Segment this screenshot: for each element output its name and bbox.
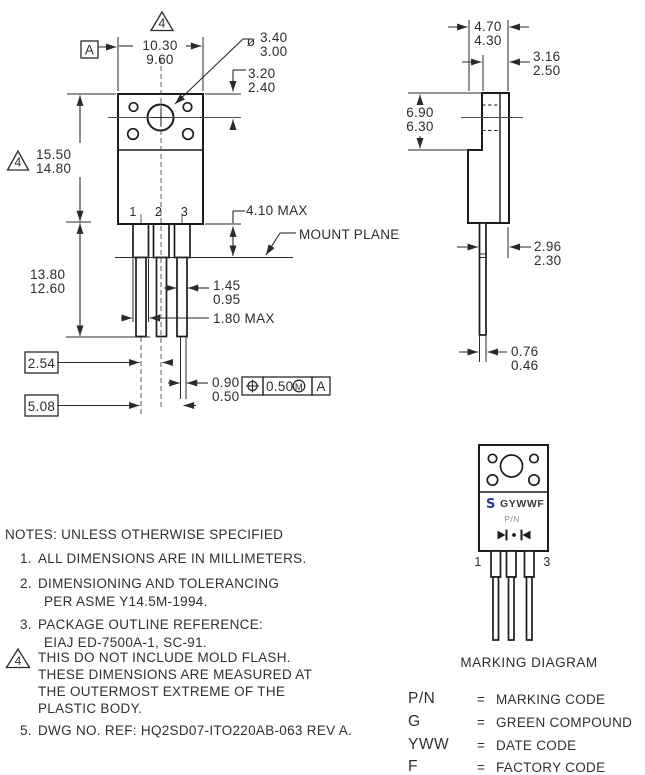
datum-a-label: A [84, 42, 95, 58]
overall-depth-max: 4.70 [474, 19, 502, 34]
note-2-num: 2. [20, 576, 32, 591]
pin-3-label: 3 [180, 205, 189, 219]
body-depth-max: 2.96 [534, 239, 562, 254]
top-depth-min: 2.50 [533, 63, 561, 78]
note-4-text-2: THESE DIMENSIONS ARE MEASURED AT [38, 667, 313, 682]
span-value: 5.08 [27, 399, 56, 414]
body-depth-min: 2.30 [534, 253, 562, 268]
body-height-min: 14.80 [36, 161, 72, 176]
hole-dia-min: 3.00 [260, 44, 288, 59]
side-lead [480, 223, 487, 335]
note-4-flag-triangle [4, 647, 32, 670]
note-1-num: 1. [20, 551, 32, 566]
lead-length-max: 13.80 [30, 267, 66, 282]
legend-key-yww: YWW [408, 736, 450, 753]
marking-diagram [460, 445, 597, 670]
body-width-min: 9.60 [146, 52, 174, 67]
mount-plane-label: MOUNT PLANE [299, 227, 400, 242]
tolerance-value: 0.50 [266, 379, 294, 394]
body-height-max: 15.50 [36, 147, 72, 162]
note-4-text-4: PLASTIC BODY. [38, 701, 143, 716]
legend-key-g: G [408, 713, 421, 730]
flag-top-number: 4 [158, 16, 166, 31]
marking-pin-3: 3 [543, 555, 551, 569]
notes-title: NOTES: UNLESS OTHERWISE SPECIFIED [5, 527, 284, 542]
tolerance-datum: A [316, 379, 326, 394]
part-number-label: P/N [504, 514, 520, 524]
note-5-num: 5. [20, 723, 32, 738]
diameter-symbol: ø [246, 34, 256, 49]
body-width-max: 10.30 [142, 38, 178, 53]
lead-length-min: 12.60 [30, 281, 66, 296]
pitch-value: 2.54 [27, 356, 56, 371]
front-view-labels [14, 17, 399, 415]
hole-offset-min: 2.40 [248, 80, 276, 95]
lead-width-max: 1.45 [213, 278, 241, 293]
side-view-body [461, 93, 523, 335]
note-2-text: DIMENSIONING AND TOLERANCING [38, 576, 280, 591]
pin-2-label: 2 [154, 205, 163, 219]
lead-width-min: 0.95 [213, 292, 241, 307]
pin-1-label: 1 [129, 205, 137, 219]
front-view-leads [133, 224, 190, 337]
marking-package [479, 445, 551, 640]
lead-shoulder-label: 1.80 MAX [213, 311, 275, 326]
overall-depth-min: 4.30 [474, 33, 502, 48]
lead-thickness-max: 0.76 [511, 344, 539, 359]
tolerance-modifier: M [294, 382, 304, 393]
note-5-text: DWG NO. REF: HQ2SD07-ITO220AB-063 REV A. [38, 723, 353, 738]
legend-value-f: FACTORY CODE [496, 760, 606, 775]
legend-value-yww: DATE CODE [496, 738, 577, 753]
top-depth-max: 3.16 [533, 49, 561, 64]
equals-sign: = [477, 692, 486, 707]
lead-thickness-min: 0.46 [511, 358, 539, 373]
marking-pin-1: 1 [474, 555, 482, 569]
equals-sign: = [477, 760, 486, 775]
lead-tip-max: 0.90 [212, 375, 240, 390]
hole-offset-max: 3.20 [248, 66, 276, 81]
flag-height-number: 4 [14, 155, 22, 170]
note-4-text-1: THIS DO NOT INCLUDE MOLD FLASH. [38, 650, 291, 665]
note-3-text-2: EIAJ ED-7500A-1, SC-91. [44, 635, 207, 650]
note-4-text-3: THE OUTERMOST EXTREME OF THE [38, 684, 286, 699]
marking-diagram-title: MARKING DIAGRAM [460, 655, 598, 670]
lead-tip-min: 0.50 [212, 389, 240, 404]
standoff-label: 4.10 MAX [246, 203, 308, 218]
note-2-text-2: PER ASME Y14.5M-1994. [44, 594, 208, 609]
legend-key-pn: P/N [408, 690, 436, 707]
legend-value-g: GREEN COMPOUND [496, 715, 633, 730]
note-1-text: ALL DIMENSIONS ARE IN MILLIMETERS. [38, 551, 307, 566]
marking-code-text: GYWWF [500, 498, 545, 510]
tab-height-min: 6.30 [406, 119, 434, 134]
side-view [406, 19, 561, 373]
legend-value-pn: MARKING CODE [496, 692, 606, 707]
tab-height-max: 6.90 [406, 105, 434, 120]
note-3-text: PACKAGE OUTLINE REFERENCE: [38, 617, 264, 632]
front-view [8, 12, 400, 416]
note-4-num: 4 [14, 654, 22, 668]
equals-sign: = [477, 738, 486, 753]
note-3-num: 3. [20, 617, 32, 632]
legend-key-f: F [408, 758, 418, 775]
hole-dia-max: 3.40 [260, 30, 288, 45]
equals-sign: = [477, 715, 486, 730]
brand-logo: S [486, 497, 496, 512]
